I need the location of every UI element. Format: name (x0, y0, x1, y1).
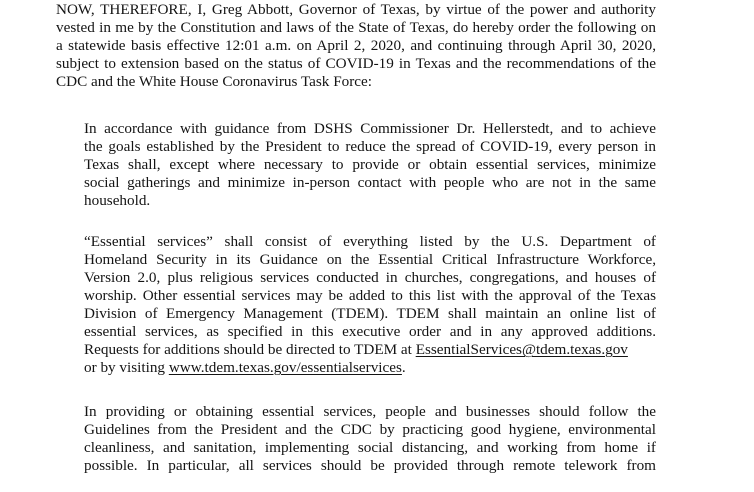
intro-line-3: a statewide basis effective 12:01 a.m. on April 2, 2020, and continuing through April 30, 2020, (56, 37, 656, 54)
para1-line-5: household. (84, 192, 151, 209)
para2-line-2: Homeland Security in its Guidance on the Essential Critical Infrastructure Workforce, (84, 251, 656, 268)
para2-line-5: Division of Emergency Management (TDEM). TDEM shall maintain an online list of (84, 305, 656, 322)
para3-line-1: In providing or obtaining essential services, people and businesses should follow the (84, 403, 656, 420)
email-link[interactable]: EssentialServices@tdem.texas.gov (415, 341, 628, 358)
para2-line-7 (84, 341, 628, 358)
para1-line-4: social gatherings and minimize in-person contact with people who are not in the same (84, 174, 656, 191)
requests-text: Requests for additions should be directed to TDEM at (84, 341, 416, 358)
para2-line-3: Version 2.0, plus religious services conducted in churches, congregations, and houses of (84, 269, 656, 286)
visit-text: or by visiting (84, 359, 169, 376)
para2-line-4: worship. Other essential services may be added to this list with the approval of the Texas (84, 287, 656, 304)
para3-line-4: possible. In particular, all services should be provided through remote telework from (84, 457, 656, 474)
intro-line-1: NOW, THEREFORE, I, Greg Abbott, Governor of Texas, by virtue of the power and authority (56, 1, 656, 18)
website-link[interactable]: www.tdem.texas.gov/essentialservices (168, 359, 402, 376)
intro-line-4: subject to extension based on the status of COVID-19 in Texas and the recommendations of the (56, 55, 656, 72)
visit-suffix: . (401, 359, 406, 376)
para2-line-1: “Essential services” shall consist of everything listed by the U.S. Department of (84, 233, 656, 250)
intro-line-5: CDC and the White House Coronavirus Task Force: (56, 73, 372, 90)
para2-line-8 (84, 359, 406, 376)
intro-line-2: vested in me by the Constitution and laws of the State of Texas, do hereby order the following on (56, 19, 656, 36)
para3-line-3: cleanliness, and sanitation, implementing social distancing, and working from home if (84, 439, 656, 456)
para1-line-1: In accordance with guidance from DSHS Commissioner Dr. Hellerstedt, and to achieve (84, 120, 656, 137)
para3-line-2: Guidelines from the President and the CDC by practicing good hygiene, environmental (84, 421, 656, 438)
para2-line-6: essential services, as specified in this executive order and in any approved additions. (84, 323, 656, 340)
para1-line-3: Texas shall, except where necessary to provide or obtain essential services, minimize (84, 156, 656, 173)
para1-line-2: the goals established by the President to reduce the spread of COVID-19, every person in (84, 138, 656, 155)
